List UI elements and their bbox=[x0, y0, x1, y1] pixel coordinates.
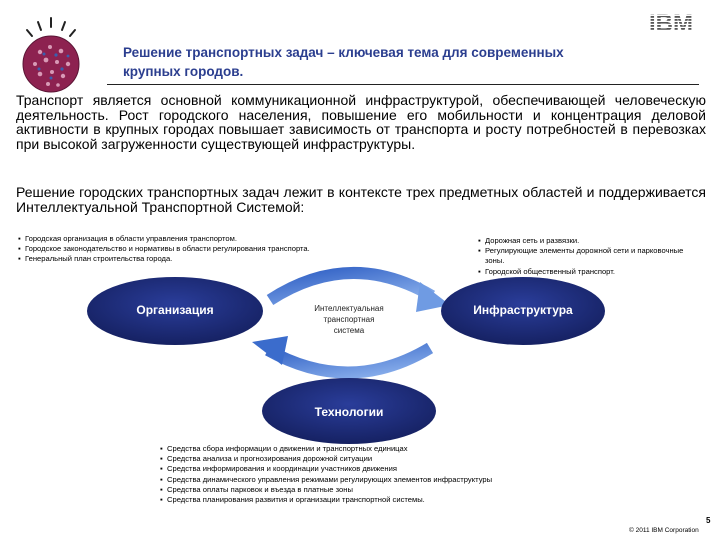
list-item: ▪ Городской общественный транспорт. bbox=[478, 267, 698, 277]
svg-text:IBM: IBM bbox=[649, 10, 693, 34]
infrastructure-label: Инфраструктура bbox=[473, 303, 573, 317]
list-item: ▪ Средства анализа и прогнозирования дорожной ситуации bbox=[160, 454, 660, 464]
intro-paragraph: Транспорт является основной коммуникационной инфраструктурой, обеспечивающей человеческую деятельность. Рост городского населения, повышение его мобильности и концентрация деловой активности в крупных городах повышает зависимость от транспорта и росту потребностей в перевозках при высокой загруженности существующей инфраструктуры. bbox=[16, 92, 706, 152]
arrow-top bbox=[270, 273, 432, 300]
list-item: ▪ Средства информирования и координации участников движения bbox=[160, 464, 660, 474]
center-line-1: Интеллектуальная bbox=[314, 304, 384, 313]
technology-label: Технологии bbox=[314, 405, 384, 419]
context-paragraph: Решение городских транспортных задач лежит в контексте трех предметных областей и поддерживается Интеллектуальной Транспортной Системой: bbox=[16, 184, 706, 215]
copyright-notice: © 2011 IBM Corporation bbox=[629, 527, 699, 534]
list-item: ▪ Дорожная сеть и развязки. bbox=[478, 236, 698, 246]
technology-bullets bbox=[160, 444, 660, 505]
page-number: 5 bbox=[706, 516, 711, 525]
its-center-label bbox=[294, 303, 404, 336]
arrow-bottom-head bbox=[252, 336, 288, 365]
list-item: ▪ Городское законодательство и нормативы в области регулирования транспорта. bbox=[18, 244, 318, 254]
list-item: ▪ Средства динамического управления режимами регулирующих элементов инфраструктуры bbox=[160, 475, 660, 485]
title-line-2: крупных городов. bbox=[123, 64, 244, 79]
list-item: ▪ Регулирующие элементы дорожной сети и парковочные зоны. bbox=[478, 246, 698, 266]
list-item: ▪ Средства сбора информации о движении и транспортных единицах bbox=[160, 444, 660, 454]
list-item: ▪ Генеральный план строительства города. bbox=[18, 254, 318, 264]
arrow-bottom bbox=[268, 348, 430, 373]
title-line-1: Решение транспортных задач – ключевая тема для современных bbox=[123, 45, 564, 60]
list-item: ▪ Средства оплаты парковок и въезда в платные зоны bbox=[160, 485, 660, 495]
list-item: ▪ Средства планирования развития и организации транспортной системы. bbox=[160, 495, 660, 505]
center-line-3: система bbox=[333, 326, 365, 335]
list-item: ▪ Городская организация в области управления транспортом. bbox=[18, 234, 318, 244]
organization-label: Организация bbox=[136, 303, 214, 317]
center-line-2: транспортная bbox=[323, 315, 375, 324]
